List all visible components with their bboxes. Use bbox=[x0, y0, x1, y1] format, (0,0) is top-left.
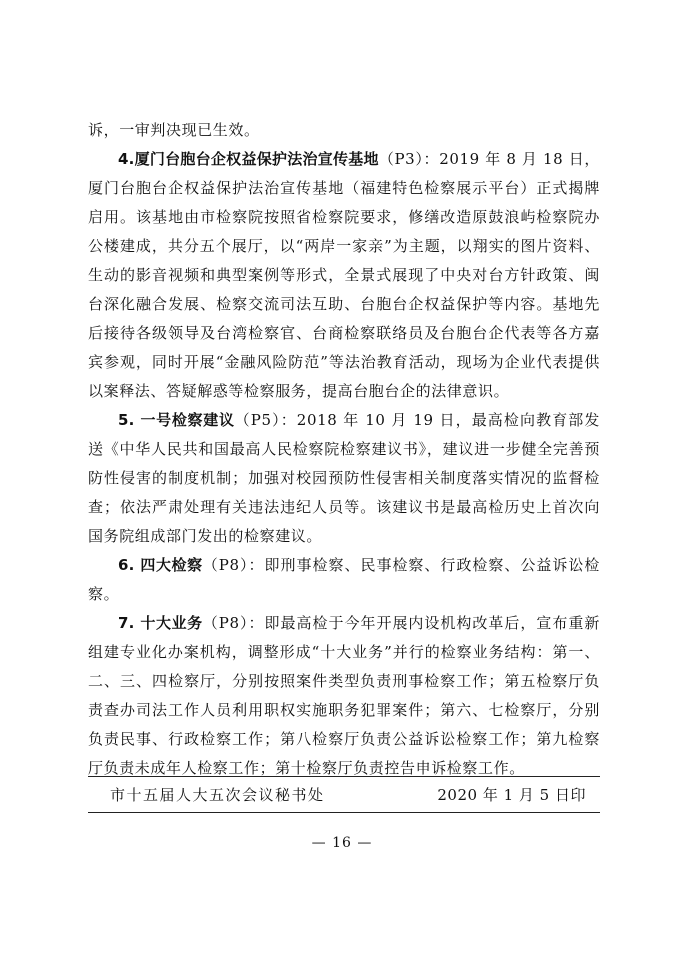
paragraph-text: 诉，一审判决现已生效。 bbox=[88, 121, 260, 139]
paragraph-text: （P5）：2018 年 10 月 19 日，最高检向教育部发送《中华人民共和国最高人民检察院检察建议书》，建议进一步健全完善预防性侵害的制度机制；加强对校园预防性侵害相关制度落实情况的监督检查；依法严肃处理有关违法违纪人员等。该建议书是最高检历史上首次向国务院组成部门发出的检察建议。 bbox=[88, 411, 600, 545]
term-heading: 5. 一号检察建议 bbox=[118, 411, 235, 429]
page-number: — 16 — bbox=[311, 835, 373, 851]
paragraph-text: （P3）：2019 年 8 月 18 日，厦门台胞台企权益保护法治宣传基地（福建特色检察展示平台）正式揭牌启用。该基地由市检察院按照省检察院要求，修缮改造原鼓浪屿检察院办公楼建成，共分五个展厅，以“两岸一家亲”为主题，以翔实的图片资料、生动的影音视频和典型案例等形式，全景式展现了中央对台方针政策、闽台深化融合发展、检察交流司法互助、台胞台企权益保护等内容。基地先后接待各级领导及台湾检察官、台商检察联络员及台胞台企代表等各方嘉宾参观，同时开展“金融风险防范”等法治教育活动，现场为企业代表提供以案释法、答疑解惑等检察服务，提高台胞台企的法律意识。 bbox=[88, 150, 600, 400]
footer-issuer: 市十五届人大五次会议秘书处 bbox=[110, 786, 325, 804]
footer-print-date: 2020 年 1 月 5 日印 bbox=[437, 786, 586, 804]
paragraph-item-6 bbox=[88, 551, 600, 609]
paragraph-item-4 bbox=[88, 145, 600, 406]
footer-bottom-rule bbox=[88, 812, 600, 813]
footer-top-rule bbox=[88, 776, 600, 777]
term-heading: 7. 十大业务 bbox=[118, 614, 203, 632]
term-heading: 6. 四大检察 bbox=[118, 556, 203, 574]
paragraph-text: （P8）：即刑事检察、民事检察、行政检察、公益诉讼检察。 bbox=[88, 556, 600, 603]
paragraph-text: （P8）：即最高检于今年开展内设机构改革后，宣布重新组建专业化办案机构，调整形成“十大业务”并行的检察业务结构：第一、二、三、四检察厅，分别按照案件类型负责刑事检察工作；第五检察厅负责查办司法工作人员利用职权实施职务犯罪案件；第六、七检察厅，分别负责民事、行政检察工作；第八检察厅负责公益诉讼检察工作；第九检察厅负责未成年人检察工作；第十检察厅负责控告申诉检察工作。 bbox=[88, 614, 600, 777]
term-heading: 4.厦门台胞台企权益保护法治宣传基地 bbox=[118, 150, 379, 168]
footer-imprint bbox=[88, 783, 600, 807]
paragraph-item-5 bbox=[88, 406, 600, 551]
paragraph-continuation bbox=[88, 116, 600, 145]
document-body bbox=[88, 116, 600, 783]
paragraph-item-7 bbox=[88, 609, 600, 783]
